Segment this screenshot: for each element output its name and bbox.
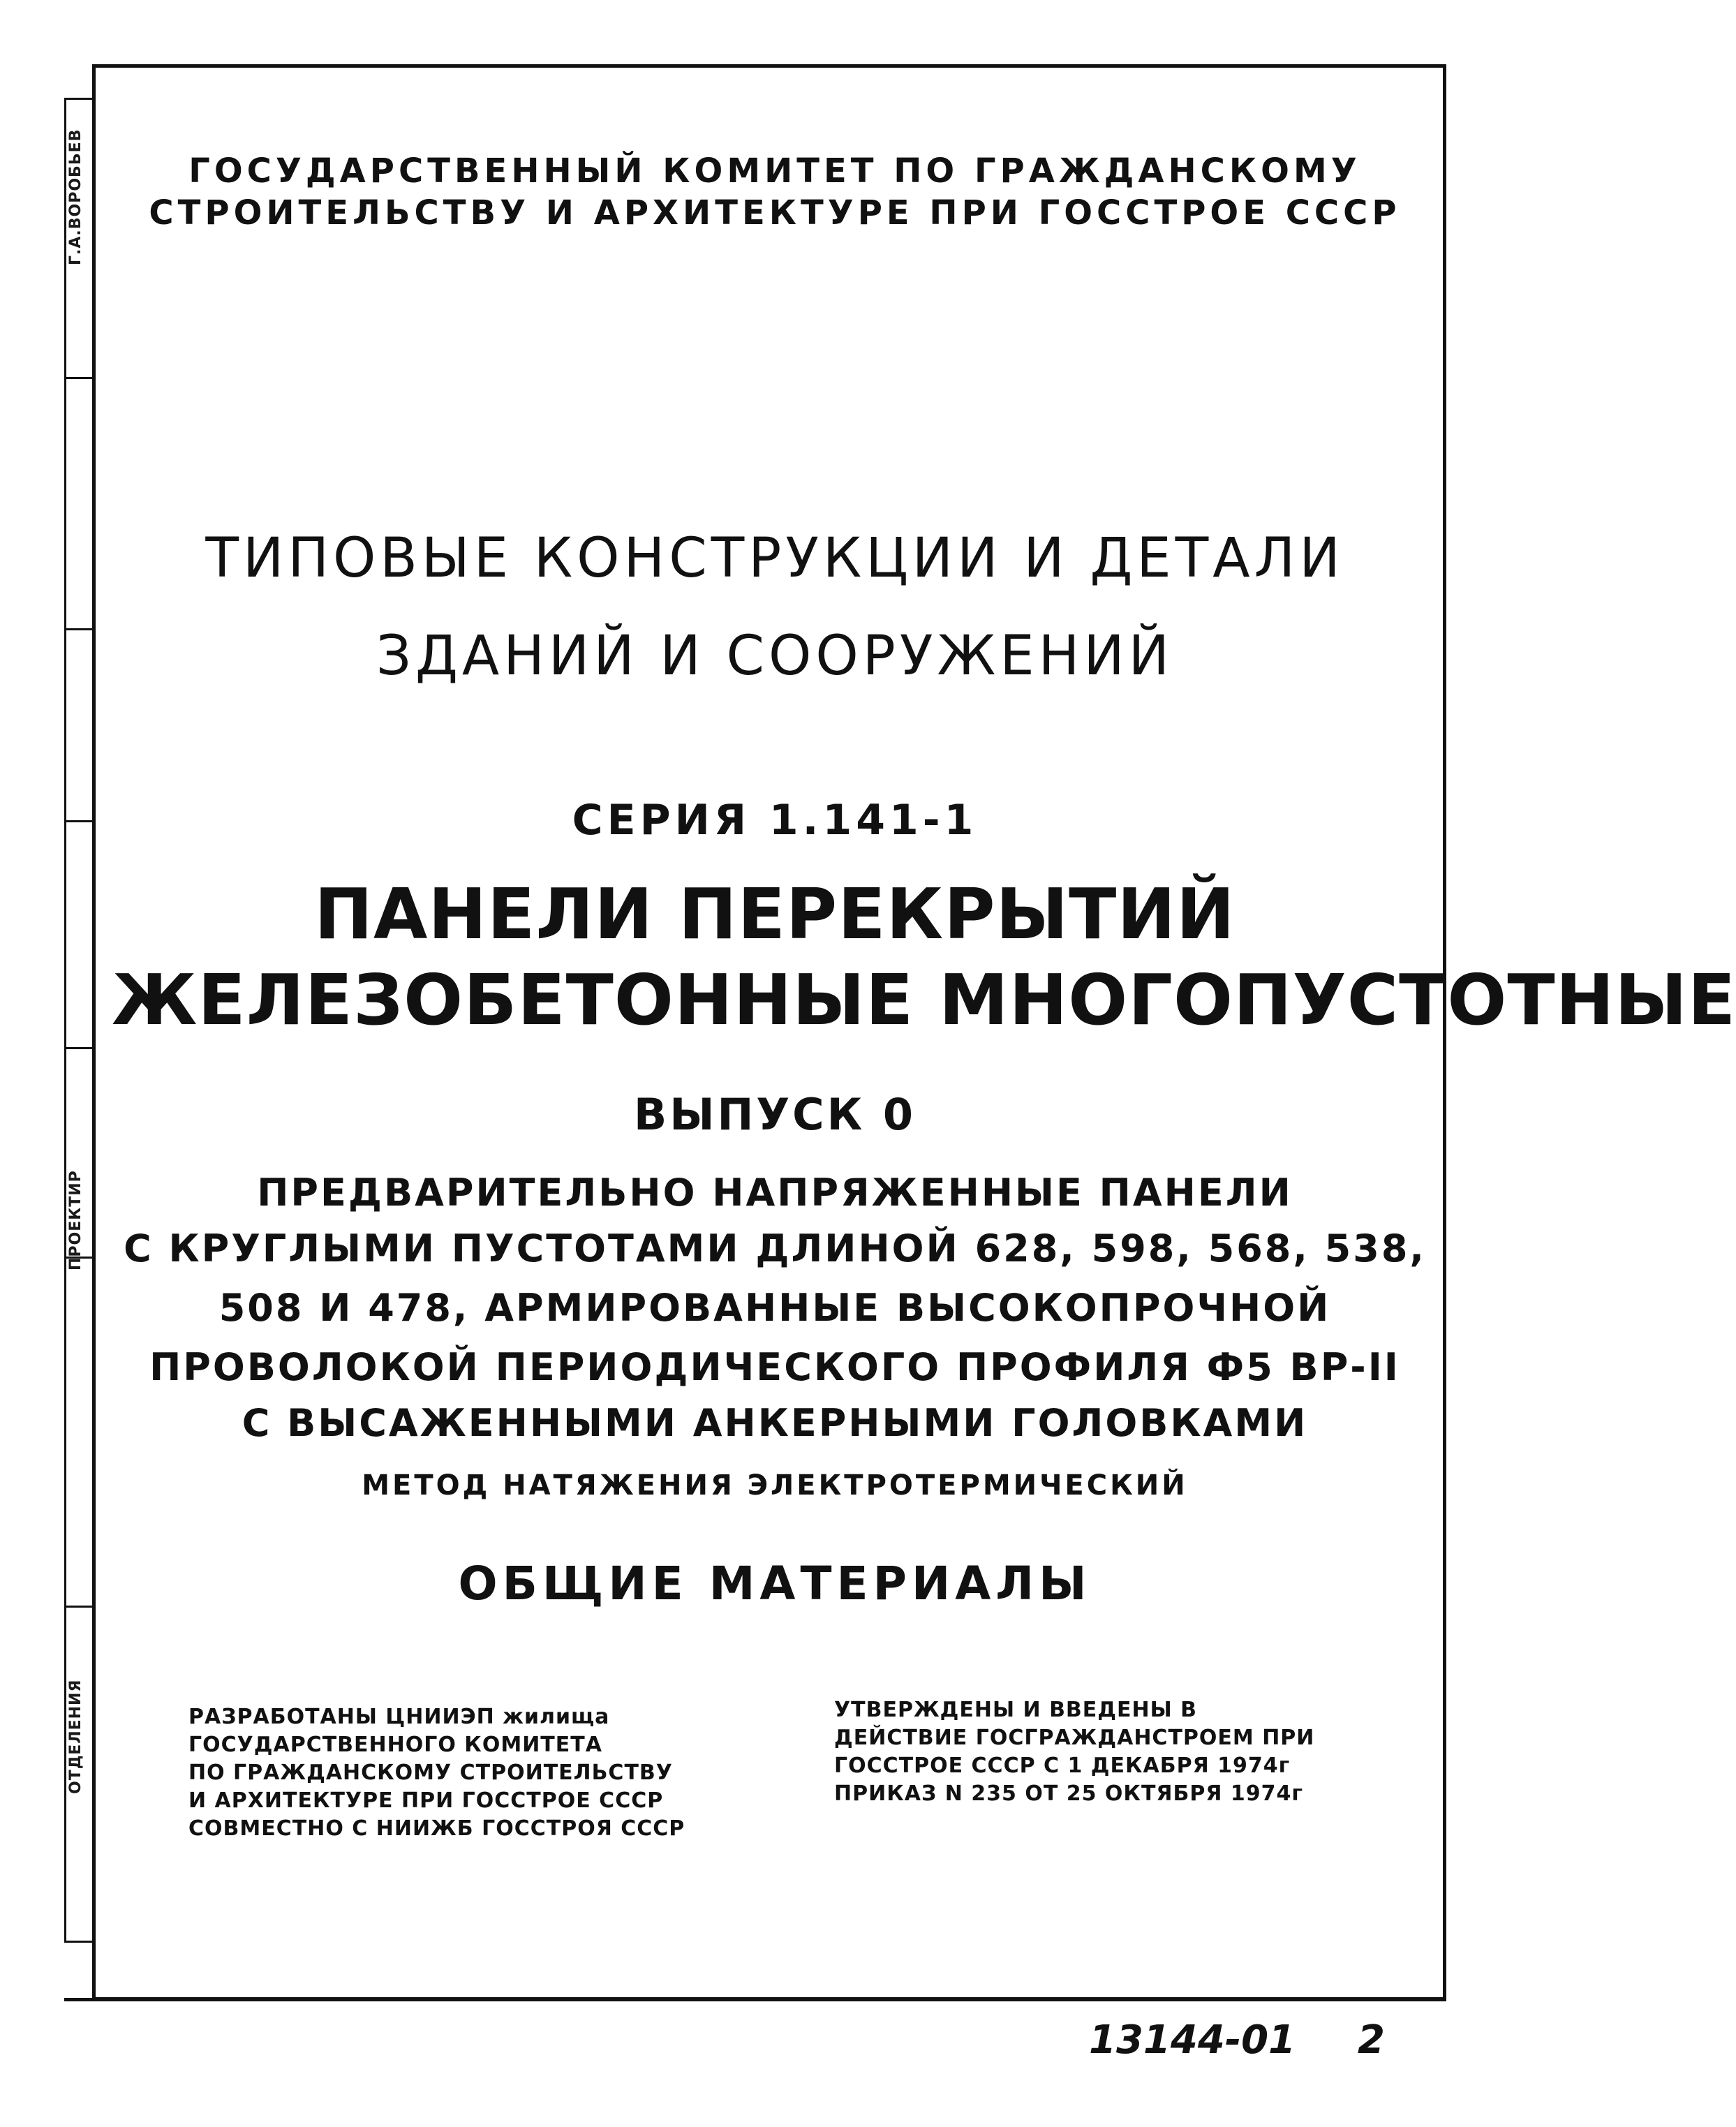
approved-line-1: УТВЕРЖДЕНЫ И ВВЕДЕНЫ В — [834, 1698, 1198, 1722]
side-strip-label-bottom: ОТДЕЛЕНИЯ — [67, 1679, 84, 1794]
description-line-6: МЕТОД НАТЯЖЕНИЯ ЭЛЕКТРОТЕРМИЧЕСКИЙ — [362, 1469, 1188, 1502]
side-strip-label-mid: ПРОЕКТИР — [67, 1170, 84, 1270]
description-line-5: С ВЫСАЖЕННЫМИ АНКЕРНЫМИ ГОЛОВКАМИ — [242, 1401, 1308, 1445]
side-strip-divider — [64, 98, 92, 100]
ministry-line-1: ГОСУДАРСТВЕННЫЙ КОМИТЕТ ПО ГРАЖДАНСКОМУ — [188, 151, 1361, 191]
approved-line-2: ДЕЙСТВИЕ ГОСГРАЖДАНСТРОЕМ ПРИ — [834, 1726, 1315, 1750]
developed-line-5: СОВМЕСТНО С НИИЖБ ГОССТРОЯ СССР — [188, 1816, 685, 1841]
section-title: ОБЩИЕ МАТЕРИАЛЫ — [458, 1557, 1092, 1610]
approved-by — [834, 1696, 1314, 1808]
issue-number: ВЫПУСК 0 — [633, 1089, 917, 1140]
description-line-2: С КРУГЛЫМИ ПУСТОТАМИ ДЛИНОЙ 628, 598, 568, 538, — [124, 1226, 1426, 1270]
document-code — [1089, 2017, 1385, 2063]
frame-bottom-extension — [64, 1998, 99, 2001]
series-number: СЕРИЯ 1.141-1 — [572, 796, 978, 845]
developed-line-4: И АРХИТЕКТУРЕ ПРИ ГОССТРОЕ СССР — [188, 1788, 664, 1813]
developed-by — [188, 1703, 685, 1843]
collection-line-1: ТИПОВЫЕ КОНСТРУКЦИИ И ДЕТАЛИ — [205, 527, 1344, 590]
document-code-number: 13144-01 — [1089, 2017, 1296, 2063]
side-strip-divider — [64, 820, 92, 822]
side-strip-divider — [64, 1606, 92, 1608]
approved-line-4: ПРИКАЗ N 235 ОТ 25 ОКТЯБРЯ 1974г — [834, 1781, 1304, 1806]
description-line-4: ПРОВОЛОКОЙ ПЕРИОДИЧЕСКОГО ПРОФИЛЯ Ф5 ВР-II — [149, 1345, 1400, 1389]
side-strip-divider — [64, 628, 92, 630]
page-number: 2 — [1358, 2017, 1385, 2063]
ministry-line-2: СТРОИТЕЛЬСТВУ И АРХИТЕКТУРЕ ПРИ ГОССТРОЕ СССР — [149, 193, 1401, 232]
side-strip-label-top: Г.А.ВОРОБЬЕВ — [67, 128, 84, 265]
collection-line-2: ЗДАНИЙ И СООРУЖЕНИЙ — [376, 625, 1174, 688]
title-line-2: ЖЕЛЕЗОБЕТОННЫЕ МНОГОПУСТОТНЫЕ — [112, 959, 1736, 1041]
side-strip-divider — [64, 1941, 92, 1943]
approved-line-3: ГОССТРОЕ СССР С 1 ДЕКАБРЯ 1974г — [834, 1754, 1291, 1778]
developed-line-3: ПО ГРАЖДАНСКОМУ СТРОИТЕЛЬСТВУ — [188, 1761, 673, 1785]
developed-line-1: РАЗРАБОТАНЫ ЦНИИЭП жилища — [188, 1705, 610, 1729]
developed-line-2: ГОСУДАРСТВЕННОГО КОМИТЕТА — [188, 1733, 602, 1757]
description-line-3: 508 И 478, АРМИРОВАННЫЕ ВЫСОКОПРОЧНОЙ — [218, 1286, 1331, 1330]
side-strip-divider — [64, 1047, 92, 1049]
side-strip-divider — [64, 377, 92, 379]
side-strip-line — [64, 98, 66, 1941]
title-line-1: ПАНЕЛИ ПЕРЕКРЫТИЙ — [314, 873, 1236, 955]
description-line-1: ПРЕДВАРИТЕЛЬНО НАПРЯЖЕННЫЕ ПАНЕЛИ — [257, 1171, 1293, 1215]
